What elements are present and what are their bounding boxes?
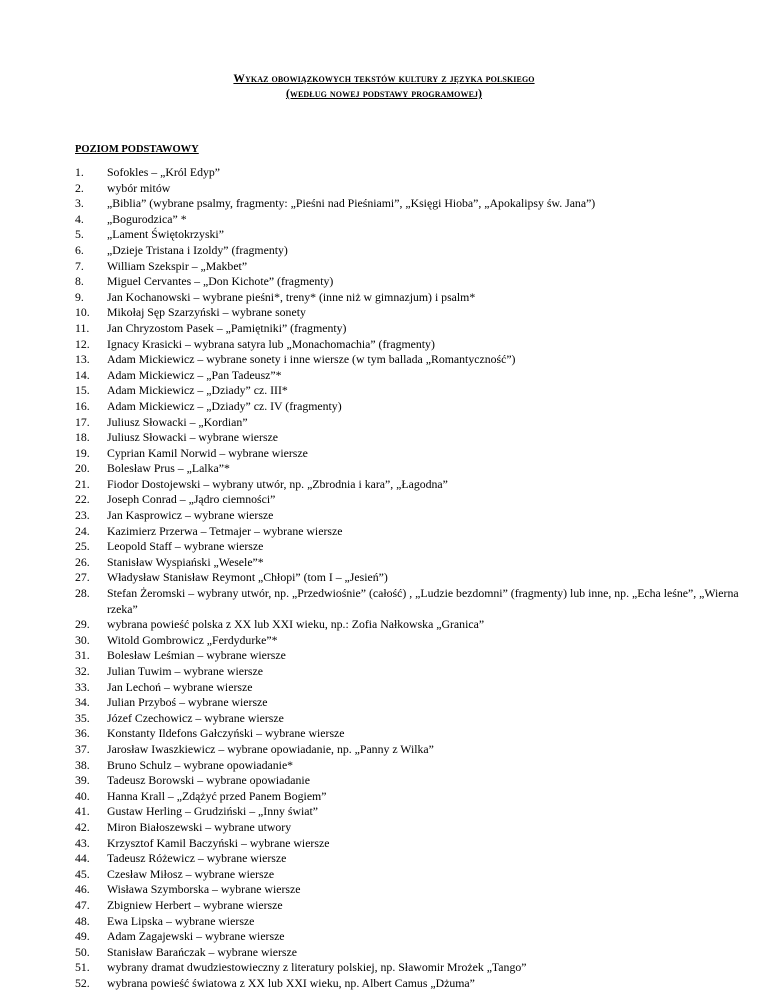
list-item	[75, 259, 755, 275]
list-item-text: Zbigniew Herbert – wybrane wiersze	[107, 897, 283, 912]
list-item-text: Bruno Schulz – wybrane opowiadanie*	[107, 757, 294, 772]
list-item-number: 41.	[75, 804, 90, 819]
list-item-number: 44.	[75, 851, 90, 866]
list-item	[75, 773, 755, 789]
list-item	[75, 945, 755, 961]
list-item-text: Bolesław Prus – „Lalka”*	[107, 461, 230, 476]
section-heading: POZIOM PODSTAWOWY	[75, 144, 199, 155]
list-item	[75, 508, 755, 524]
list-item	[75, 165, 755, 181]
list-item	[75, 461, 755, 477]
list-item	[75, 914, 755, 930]
list-item	[75, 742, 755, 758]
list-item-text: Adam Mickiewicz – „Dziady” cz. IV (fragmenty)	[107, 398, 342, 413]
list-item-text: Stanisław Barańczak – wybrane wiersze	[107, 944, 297, 959]
list-item	[75, 524, 755, 540]
list-item-number: 6.	[75, 242, 84, 257]
list-item-number: 15.	[75, 383, 90, 398]
list-item-text: Juliusz Słowacki – „Kordian”	[107, 414, 248, 429]
list-item-number: 46.	[75, 882, 90, 897]
list-item-number: 40.	[75, 788, 90, 803]
list-item-number: 3.	[75, 196, 84, 211]
list-item-number: 12.	[75, 336, 90, 351]
list-item	[75, 851, 755, 867]
list-item-number: 50.	[75, 944, 90, 959]
list-item-text: Mikołaj Sęp Szarzyński – wybrane sonety	[107, 305, 306, 320]
list-item	[75, 290, 755, 306]
list-item-text: Miguel Cervantes – „Don Kichote” (fragmenty)	[107, 274, 334, 289]
list-item-number: 18.	[75, 430, 90, 445]
list-item-number: 26.	[75, 554, 90, 569]
list-item-text: Jarosław Iwaszkiewicz – wybrane opowiadanie, np. „Panny z Wilka”	[107, 741, 434, 756]
list-item-text: Stefan Żeromski – wybrany utwór, np. „Przedwiośnie” (całość) , „Ludzie bezdomni” (fragmenty) lub inne, np. „Echa leśne”, „Wierna rzeka”	[107, 586, 739, 616]
list-item	[75, 477, 755, 493]
list-item-text: Adam Zagajewski – wybrane wiersze	[107, 929, 285, 944]
list-item-text: William Szekspir – „Makbet”	[107, 258, 248, 273]
list-item-number: 16.	[75, 398, 90, 413]
list-item	[75, 711, 755, 727]
list-item-text: Cyprian Kamil Norwid – wybrane wiersze	[107, 445, 308, 460]
list-item-text: Kazimierz Przerwa – Tetmajer – wybrane wiersze	[107, 523, 343, 538]
list-item-number: 49.	[75, 929, 90, 944]
list-item-text: Jan Kochanowski – wybrane pieśni*, treny* (inne niż w gimnazjum) i psalm*	[107, 289, 476, 304]
list-item	[75, 726, 755, 742]
list-item	[75, 664, 755, 680]
list-item-number: 30.	[75, 632, 90, 647]
list-item	[75, 929, 755, 945]
list-item-text: Gustaw Herling – Grudziński – „Inny świat”	[107, 804, 318, 819]
list-item-text: wybór mitów	[107, 180, 171, 195]
list-item-text: Joseph Conrad – „Jądro ciemności”	[107, 492, 276, 507]
list-item-text: Krzysztof Kamil Baczyński – wybrane wiersze	[107, 835, 330, 850]
list-item-number: 9.	[75, 289, 84, 304]
list-item	[75, 867, 755, 883]
list-item-text: Władysław Stanisław Reymont „Chłopi” (tom I – „Jesień”)	[107, 570, 388, 585]
list-item	[75, 960, 755, 976]
list-item-text: „Lament Świętokrzyski”	[107, 227, 224, 242]
list-item-number: 11.	[75, 320, 90, 335]
list-item-number: 47.	[75, 897, 90, 912]
list-item-text: Julian Tuwim – wybrane wiersze	[107, 664, 263, 678]
list-item-number: 24.	[75, 523, 90, 538]
list-item	[75, 305, 755, 321]
list-item-text: „Dzieje Tristana i Izoldy” (fragmenty)	[107, 242, 288, 257]
list-item	[75, 368, 755, 384]
list-item	[75, 430, 755, 446]
list-item-number: 45.	[75, 866, 90, 881]
list-item-number: 10.	[75, 305, 90, 320]
list-item-number: 1.	[75, 165, 84, 179]
list-item-text: Adam Mickiewicz – wybrane sonety i inne wiersze (w tym ballada „Romantyczność”)	[107, 352, 516, 367]
list-item-text: Sofokles – „Król Edyp”	[107, 165, 221, 179]
list-item	[75, 383, 755, 399]
list-item	[75, 227, 755, 243]
list-item	[75, 274, 755, 290]
list-item	[75, 321, 755, 337]
list-item-text: Adam Mickiewicz – „Dziady” cz. III*	[107, 383, 288, 398]
list-item-text: Józef Czechowicz – wybrane wiersze	[107, 710, 284, 725]
list-item-number: 4.	[75, 211, 84, 226]
list-item-text: Ewa Lipska – wybrane wiersze	[107, 913, 255, 928]
list-item	[75, 243, 755, 259]
list-item-number: 13.	[75, 352, 90, 367]
list-item-number: 17.	[75, 414, 90, 429]
list-item	[75, 352, 755, 368]
list-item-text: Leopold Staff – wybrane wiersze	[107, 539, 264, 554]
list-item-number: 28.	[75, 586, 90, 601]
list-item	[75, 898, 755, 914]
list-item-text: Jan Lechoń – wybrane wiersze	[107, 679, 253, 694]
list-item-number: 51.	[75, 960, 90, 975]
list-item	[75, 617, 755, 633]
list-item-number: 27.	[75, 570, 90, 585]
list-item	[75, 836, 755, 852]
list-item-text: Stanisław Wyspiański „Wesele”*	[107, 554, 264, 569]
list-item	[75, 539, 755, 555]
list-item-number: 5.	[75, 227, 84, 242]
list-item-number: 23.	[75, 508, 90, 523]
list-item	[75, 399, 755, 415]
list-item-text: Adam Mickiewicz – „Pan Tadeusz”*	[107, 367, 282, 382]
list-item-number: 22.	[75, 492, 90, 507]
list-item	[75, 181, 755, 197]
list-item-text: Bolesław Leśmian – wybrane wiersze	[107, 648, 286, 663]
list-item-text: wybrana powieść światowa z XX lub XXI wieku, np. Albert Camus „Dżuma”	[107, 975, 475, 990]
list-item-number: 33.	[75, 679, 90, 694]
list-item	[75, 586, 755, 617]
list-item	[75, 882, 755, 898]
list-item-text: Miron Białoszewski – wybrane utwory	[107, 819, 292, 834]
list-item	[75, 555, 755, 571]
list-item	[75, 415, 755, 431]
list-item	[75, 648, 755, 664]
list-item	[75, 196, 755, 212]
list-item-number: 20.	[75, 461, 90, 476]
list-item-number: 14.	[75, 367, 90, 382]
list-item-text: Fiodor Dostojewski – wybrany utwór, np. „Zbrodnia i kara”, „Łagodna”	[107, 476, 448, 491]
list-item-text: Witold Gombrowicz „Ferdydurke”*	[107, 632, 278, 647]
list-item-number: 2.	[75, 180, 84, 195]
list-item-text: Wisława Szymborska – wybrane wiersze	[107, 882, 301, 897]
document-title-line-1: Wykaz obowiązkowych tekstów kultury z języka polskiego	[233, 73, 535, 85]
list-item-text: Julian Przyboś – wybrane wiersze	[107, 695, 268, 710]
list-item-number: 29.	[75, 617, 90, 632]
list-item-number: 48.	[75, 913, 90, 928]
list-item-number: 25.	[75, 539, 90, 554]
list-item	[75, 492, 755, 508]
list-item-text: „Biblia” (wybrane psalmy, fragmenty: „Pieśni nad Pieśniami”, „Księgi Hioba”, „Apokalipsy św. Jana”)	[107, 196, 596, 211]
list-item	[75, 976, 755, 992]
list-item-text: Hanna Krall – „Zdążyć przed Panem Bogiem”	[107, 788, 327, 803]
list-item-number: 21.	[75, 476, 90, 491]
list-item	[75, 789, 755, 805]
list-item	[75, 680, 755, 696]
list-item	[75, 695, 755, 711]
list-item	[75, 633, 755, 649]
list-item-text: Czesław Miłosz – wybrane wiersze	[107, 866, 275, 881]
list-item-number: 52.	[75, 975, 90, 990]
document-title-line-2: (według nowej podstawy programowej)	[285, 88, 483, 100]
list-item	[75, 212, 755, 228]
list-item-number: 43.	[75, 835, 90, 850]
list-item-number: 38.	[75, 757, 90, 772]
list-item-text: Tadeusz Borowski – wybrane opowiadanie	[107, 773, 310, 788]
list-item-text: „Bogurodzica” *	[107, 211, 187, 226]
list-item-text: Juliusz Słowacki – wybrane wiersze	[107, 430, 279, 445]
list-item-text: wybrany dramat dwudziestowieczny z literatury polskiej, np. Sławomir Mrożek „Tango”	[107, 960, 527, 975]
list-item-number: 8.	[75, 274, 84, 289]
list-item-number: 36.	[75, 726, 90, 741]
list-item-text: Tadeusz Różewicz – wybrane wiersze	[107, 851, 287, 866]
list-item-number: 34.	[75, 695, 90, 710]
list-item-number: 37.	[75, 741, 90, 756]
list-item	[75, 570, 755, 586]
list-item-text: Jan Chryzostom Pasek – „Pamiętniki” (fragmenty)	[107, 320, 347, 335]
list-item-text: wybrana powieść polska z XX lub XXI wieku, np.: Zofia Nałkowska „Granica”	[107, 617, 485, 632]
list-item-number: 31.	[75, 648, 90, 663]
list-item-number: 35.	[75, 710, 90, 725]
list-item-number: 39.	[75, 773, 90, 788]
list-item	[75, 820, 755, 836]
list-item-text: Jan Kasprowicz – wybrane wiersze	[107, 508, 274, 523]
list-item-number: 19.	[75, 445, 90, 460]
list-item-number: 7.	[75, 258, 84, 273]
reading-list	[75, 165, 755, 991]
list-item	[75, 758, 755, 774]
list-item-text: Ignacy Krasicki – wybrana satyra lub „Monachomachia” (fragmenty)	[107, 336, 435, 351]
list-item-text: Konstanty Ildefons Gałczyński – wybrane wiersze	[107, 726, 345, 741]
list-item	[75, 446, 755, 462]
list-item	[75, 804, 755, 820]
list-item	[75, 337, 755, 353]
list-item-number: 42.	[75, 819, 90, 834]
list-item-number: 32.	[75, 664, 90, 678]
